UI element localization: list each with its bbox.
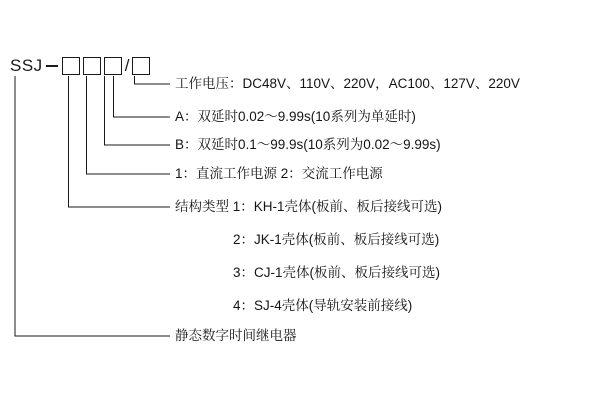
series-label: SSJ — [10, 56, 43, 75]
label-structure-type-4: 4：SJ-4壳体(导轨安装前接线) — [233, 298, 413, 313]
code-box-power — [83, 57, 101, 75]
label-structure-type-3: 3：CJ-1壳体(板前、板后接线可选) — [233, 265, 441, 280]
code-box-structure — [62, 57, 80, 75]
label-structure-type-2: 2：JK-1壳体(板前、板后接线可选) — [233, 232, 440, 247]
dash-separator — [46, 65, 58, 67]
label-product-name: 静态数字时间继电器 — [175, 328, 297, 343]
slash-separator: / — [124, 56, 130, 75]
label-structure-type-1: 结构类型 1：KH-1壳体(板前、板后接线可选) — [175, 199, 443, 214]
code-box-voltage — [132, 57, 150, 75]
label-working-voltage: 工作电压：DC48V、110V、220V，AC100、127V、220V — [175, 76, 520, 91]
label-power-type: 1：直流工作电源 2：交流工作电源 — [175, 166, 383, 181]
model-code — [10, 56, 152, 76]
code-box-delay — [104, 57, 122, 75]
label-delay-a: A：双延时0.02～9.99s(10系列为单延时) — [175, 109, 416, 124]
label-delay-b: B：双延时0.1～99.9s(10系列为0.02～9.99s) — [175, 137, 441, 152]
